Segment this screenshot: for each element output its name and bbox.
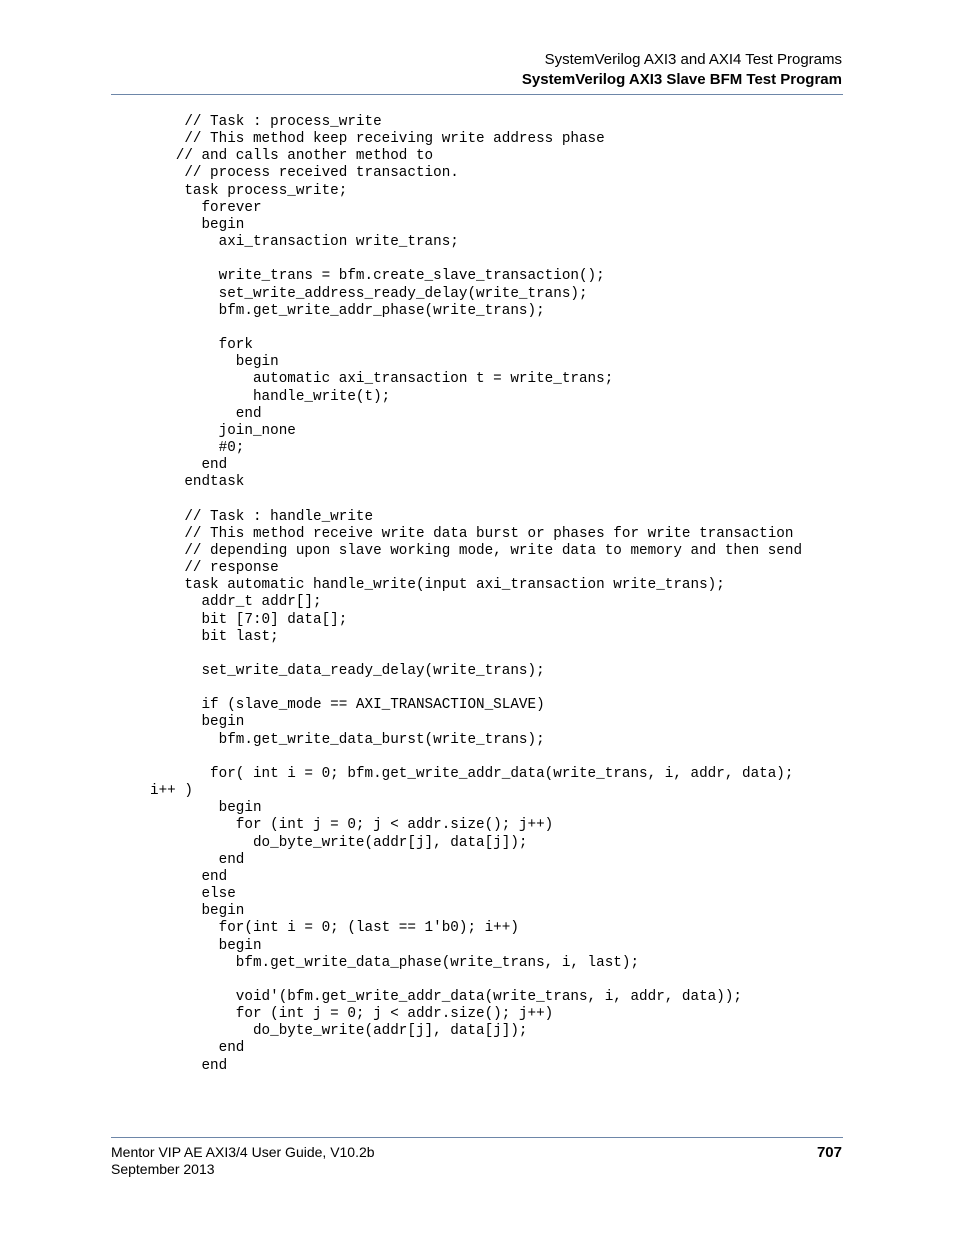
code-line: endtask <box>150 474 245 491</box>
code-line: bit [7:0] data[]; <box>150 611 348 628</box>
code-line: bfm.get_write_data_burst(write_trans); <box>150 731 545 748</box>
code-line: for( int i = 0; bfm.get_write_addr_data(write_trans, i, addr, data); <box>150 765 794 782</box>
code-line: begin <box>150 714 245 731</box>
code-line: end <box>150 405 262 422</box>
code-line: do_byte_write(addr[j], data[j]); <box>150 834 528 851</box>
chapter-title: SystemVerilog AXI3 and AXI4 Test Programs <box>544 51 842 68</box>
code-line: end <box>150 457 228 474</box>
code-line: end <box>150 868 228 885</box>
header-divider <box>111 94 843 95</box>
code-line: write_trans = bfm.create_slave_transaction(); <box>150 268 605 285</box>
code-line: axi_transaction write_trans; <box>150 234 459 251</box>
code-line: #0; <box>150 439 245 456</box>
code-listing <box>150 114 802 1075</box>
code-line: begin <box>150 800 262 817</box>
code-line <box>150 320 802 337</box>
code-line: set_write_data_ready_delay(write_trans); <box>150 663 545 679</box>
code-line: // and calls another method to <box>150 148 434 165</box>
code-line: // This method keep receiving write address phase <box>150 131 605 148</box>
code-line: for (int j = 0; j < addr.size(); j++) <box>150 817 554 834</box>
code-line: begin <box>150 903 245 920</box>
code-line: end <box>150 1040 245 1057</box>
code-line: i++ ) <box>150 783 193 800</box>
code-line: for(int i = 0; (last == 1'b0); i++) <box>150 920 519 937</box>
code-line: void'(bfm.get_write_addr_data(write_trans, i, addr, data)); <box>150 988 742 1005</box>
code-line <box>150 972 802 989</box>
code-line: // process received transaction. <box>150 165 459 182</box>
code-line: begin <box>150 937 262 954</box>
section-title: SystemVerilog AXI3 Slave BFM Test Program <box>521 71 842 88</box>
code-line <box>150 749 802 766</box>
code-line: else <box>150 886 236 903</box>
code-line <box>150 491 802 508</box>
code-line <box>150 251 802 268</box>
code-line: bfm.get_write_data_phase(write_trans, i, last); <box>150 954 640 971</box>
code-line: // Task : handle_write <box>150 508 374 525</box>
code-line: bfm.get_write_addr_phase(write_trans); <box>150 302 545 319</box>
code-line: end <box>150 851 245 868</box>
publication-date: September 2013 <box>111 1161 215 1177</box>
code-line: fork <box>150 337 253 354</box>
code-line: begin <box>150 216 245 233</box>
code-line: // Task : process_write <box>150 114 382 130</box>
code-line: // depending upon slave working mode, write data to memory and then send <box>150 542 803 559</box>
code-line: handle_write(t); <box>150 388 391 405</box>
code-line: forever <box>150 199 262 216</box>
code-line: // This method receive write data burst or phases for write transaction <box>150 525 794 542</box>
footer-divider <box>111 1137 843 1138</box>
code-line: for (int j = 0; j < addr.size(); j++) <box>150 1006 554 1023</box>
code-line: set_write_address_ready_delay(write_trans); <box>150 285 588 302</box>
page-footer <box>111 1144 375 1178</box>
code-line: task automatic handle_write(input axi_transaction write_trans); <box>150 577 725 594</box>
code-line <box>150 646 802 663</box>
code-line: if (slave_mode == AXI_TRANSACTION_SLAVE) <box>150 697 545 714</box>
code-line: automatic axi_transaction t = write_trans; <box>150 371 614 388</box>
code-line <box>150 680 802 697</box>
code-line: // response <box>150 560 279 577</box>
code-line: do_byte_write(addr[j], data[j]); <box>150 1023 528 1040</box>
code-line: addr_t addr[]; <box>150 594 322 611</box>
code-line: begin <box>150 354 279 371</box>
code-line: bit last; <box>150 628 279 645</box>
page-number: 707 <box>816 1144 842 1161</box>
code-line: task process_write; <box>150 182 348 199</box>
code-line: end <box>150 1057 228 1074</box>
code-line: join_none <box>150 422 296 439</box>
page-header <box>522 50 842 90</box>
guide-title: Mentor VIP AE AXI3/4 User Guide, V10.2b <box>111 1144 375 1160</box>
